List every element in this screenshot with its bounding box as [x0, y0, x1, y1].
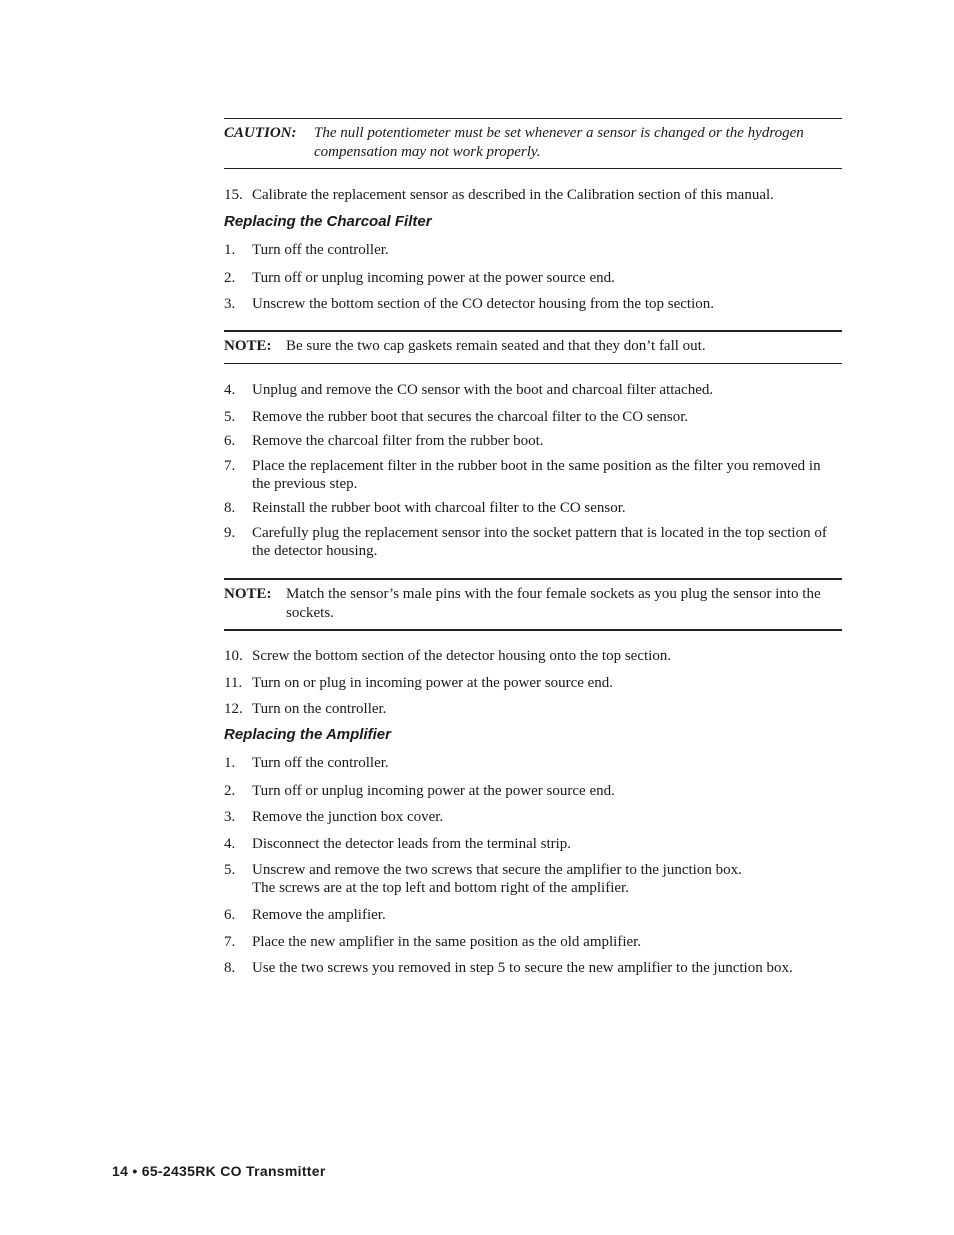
- note-top-rule: [224, 578, 842, 580]
- step-text: Carefully plug the replacement sensor into the socket pattern that is located in the top section of the detector housing.: [252, 525, 827, 559]
- step-text: Turn on or plug in incoming power at the power source end.: [252, 675, 614, 691]
- section-heading-amplifier: Replacing the Amplifier: [224, 726, 391, 743]
- caution-text: The null potentiometer must be set whenever a sensor is changed or the hydrogen compensation may not work properly.: [314, 125, 804, 160]
- note-bottom-rule: [224, 629, 842, 631]
- list-item: [224, 241, 842, 259]
- note-box: [224, 585, 842, 623]
- list-item: [224, 959, 842, 977]
- step-number: 8.: [224, 500, 236, 516]
- step-number: 2.: [224, 783, 236, 799]
- step-text: Use the two screws you removed in step 5 to secure the new amplifier to the junction box.: [252, 960, 793, 976]
- step-text: Turn off or unplug incoming power at the power source end.: [252, 270, 615, 286]
- list-item: [224, 835, 842, 853]
- step-text: Remove the junction box cover.: [252, 809, 444, 825]
- list-item: [224, 808, 842, 826]
- step-number: 3.: [224, 809, 236, 825]
- note-box: [224, 337, 842, 356]
- list-item: [224, 295, 842, 313]
- step-number: 12.: [224, 701, 243, 717]
- step-text: Turn off the controller.: [252, 755, 389, 771]
- list-item: [224, 754, 842, 772]
- step-number: 4.: [224, 836, 236, 852]
- note-label: NOTE:: [224, 338, 272, 354]
- page-footer: 14 • 65-2435RK CO Transmitter: [112, 1163, 326, 1179]
- step-text: Turn off or unplug incoming power at the power source end.: [252, 783, 615, 799]
- list-item: [224, 269, 842, 287]
- caution-box: [224, 124, 842, 162]
- step-number: 1.: [224, 242, 236, 258]
- step-number: 4.: [224, 382, 236, 398]
- step-text: Place the replacement filter in the rubber boot in the same position as the filter you removed in the previous step.: [252, 458, 821, 492]
- note-bottom-rule: [224, 363, 842, 364]
- step-number: 2.: [224, 270, 236, 286]
- caution-bottom-rule: [224, 168, 842, 169]
- list-item: [224, 381, 842, 399]
- list-item: [224, 647, 842, 665]
- note-label: NOTE:: [224, 586, 272, 602]
- list-item: [224, 782, 842, 800]
- step-text: Unscrew and remove the two screws that secure the amplifier to the junction box.: [252, 862, 742, 878]
- step-number: 5.: [224, 409, 236, 425]
- step-text: Disconnect the detector leads from the terminal strip.: [252, 836, 572, 852]
- step-text: Turn on the controller.: [252, 701, 387, 717]
- list-item: [224, 457, 842, 493]
- step-text: Screw the bottom section of the detector housing onto the top section.: [252, 648, 672, 664]
- step-text: Remove the charcoal filter from the rubber boot.: [252, 433, 544, 449]
- step-number: 9.: [224, 525, 236, 541]
- step-number: 7.: [224, 458, 236, 474]
- step-number: 6.: [224, 907, 236, 923]
- step-text: Calibrate the replacement sensor as described in the Calibration section of this manual.: [252, 187, 774, 203]
- step-number: 15.: [224, 187, 243, 203]
- list-item: [224, 186, 842, 204]
- step-number: 10.: [224, 648, 243, 664]
- list-item: [224, 499, 842, 517]
- list-item: [224, 408, 842, 426]
- step-text: Turn off the controller.: [252, 242, 389, 258]
- step-text: Unplug and remove the CO sensor with the boot and charcoal filter attached.: [252, 382, 714, 398]
- step-text-line2: The screws are at the top left and bottom right of the amplifier.: [252, 880, 629, 896]
- list-item: [224, 700, 842, 718]
- list-item: [224, 933, 842, 951]
- list-item: [224, 674, 842, 692]
- step-number: 3.: [224, 296, 236, 312]
- list-item: [224, 861, 842, 897]
- step-number: 11.: [224, 675, 243, 691]
- step-number: 6.: [224, 433, 236, 449]
- list-item: [224, 432, 842, 450]
- step-number: 5.: [224, 862, 236, 878]
- note-text: Be sure the two cap gaskets remain seated and that they don’t fall out.: [286, 338, 706, 354]
- caution-label: CAUTION:: [224, 125, 297, 141]
- step-text: Remove the rubber boot that secures the charcoal filter to the CO sensor.: [252, 409, 689, 425]
- list-item: [224, 524, 842, 560]
- caution-top-rule: [224, 118, 842, 119]
- section-heading-charcoal-filter: Replacing the Charcoal Filter: [224, 213, 432, 230]
- step-number: 7.: [224, 934, 236, 950]
- step-number: 8.: [224, 960, 236, 976]
- step-text: Place the new amplifier in the same position as the old amplifier.: [252, 934, 642, 950]
- note-top-rule: [224, 330, 842, 332]
- step-text: Remove the amplifier.: [252, 907, 386, 923]
- list-item: [224, 906, 842, 924]
- step-text: Unscrew the bottom section of the CO detector housing from the top section.: [252, 296, 714, 312]
- step-text: Reinstall the rubber boot with charcoal filter to the CO sensor.: [252, 500, 626, 516]
- note-text: Match the sensor’s male pins with the four female sockets as you plug the sensor into the sockets.: [286, 586, 821, 621]
- step-number: 1.: [224, 755, 236, 771]
